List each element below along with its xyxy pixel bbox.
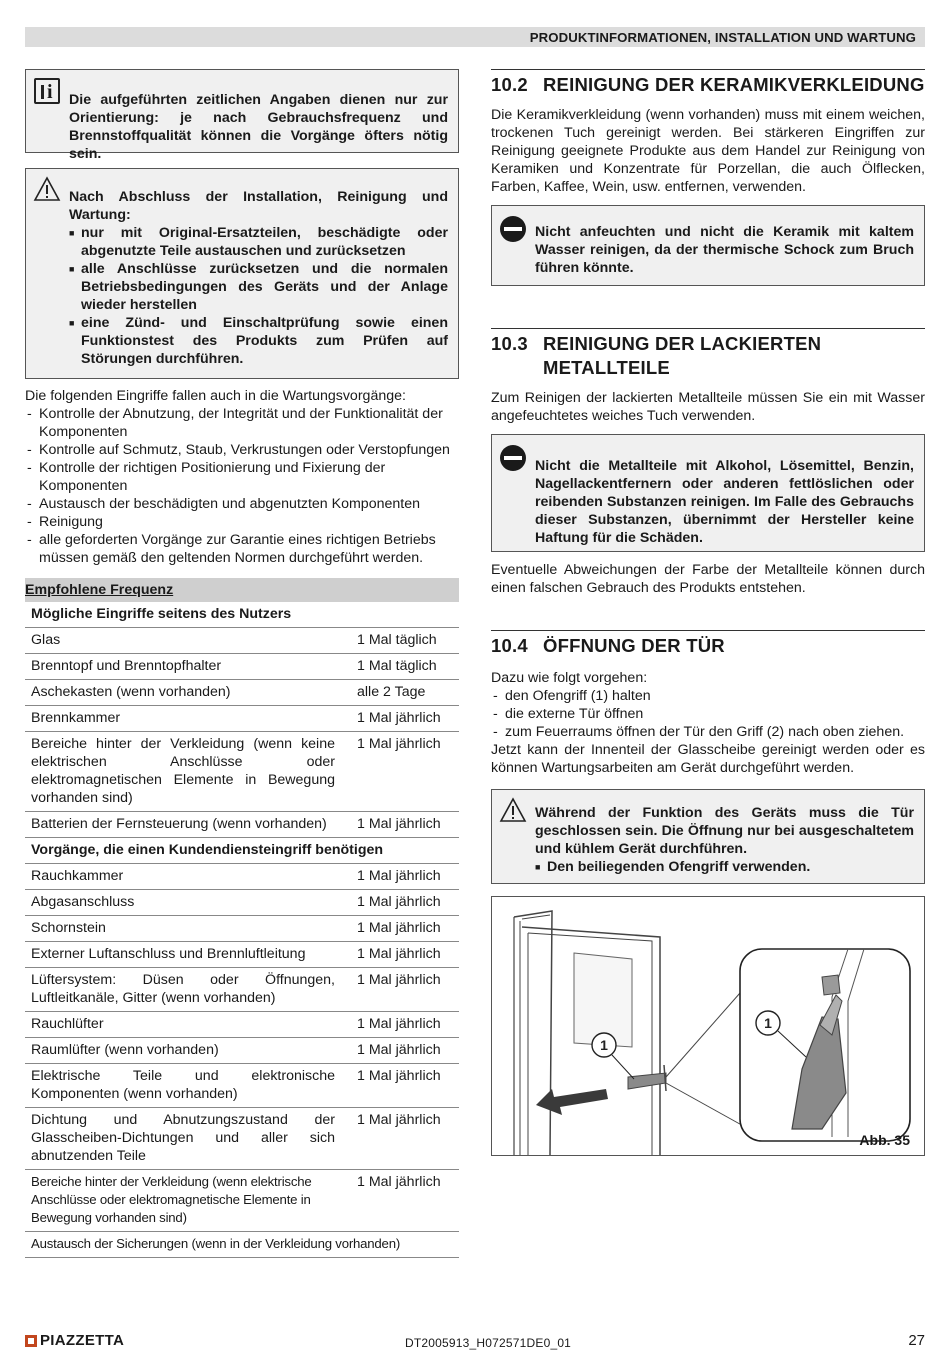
section-title-line: METALLTEILE (543, 357, 670, 378)
table-caption: Empfohlene Frequenz (25, 578, 459, 602)
section-divider (491, 328, 925, 329)
section-number: 10.3 (491, 333, 528, 354)
page-number: 27 (908, 1332, 925, 1349)
steps-list (491, 687, 925, 741)
table-cell-frequency: 1 Mal jährlich (341, 864, 459, 890)
section-number: 10.2 (491, 74, 528, 95)
warning-item: ■ eine Zünd- und Einschaltprüfung sowie einen Funktionstest des Produkts zum Prüfen auf Störungen durchführen. (69, 314, 448, 368)
brand-logo (25, 1332, 124, 1350)
figure-caption: Abb. 35 (859, 1132, 910, 1148)
maintenance-item: - Kontrolle auf Schmutz, Staub, Verkrustungen oder Verstopfungen (25, 441, 459, 459)
prohibition-icon (500, 445, 526, 471)
table-cell-item: Rauchlüfter (25, 1012, 341, 1038)
table-cell-frequency: 1 Mal jährlich (341, 916, 459, 942)
table-cell-item: Rauchkammer (25, 864, 341, 890)
running-header: PRODUKTINFORMATIONEN, INSTALLATION UND WARTUNG (529, 30, 916, 45)
maintenance-list (25, 405, 459, 567)
info-text: Die aufgeführten zeitlichen Angaben dienen nur zur Orientierung: je nach Gebrauchsfrequenz und Brennstoffqualität können die Vorgänge öfters nötig sein. (69, 92, 448, 162)
prohibition-icon (500, 216, 526, 242)
section-divider (491, 630, 925, 631)
table-cell-frequency: 1 Mal jährlich (341, 812, 459, 838)
warning-triangle-icon (33, 176, 61, 202)
prohibition-box (491, 434, 925, 552)
table-cell-item: Abgasanschluss (25, 890, 341, 916)
frequency-table (25, 578, 459, 1258)
info-box (25, 69, 459, 162)
maintenance-item: - Reinigung (25, 513, 459, 531)
section-title: ÖFFNUNG DER TÜR (543, 635, 725, 656)
section-body: Zum Reinigen der lackierten Metallteile müssen Sie ein mit Wasser angefeuchtetes weiches Tuch verwenden. (491, 390, 925, 424)
section-body: Die Keramikverkleidung (wenn vorhanden) muss mit einem weichen, trockenen Tuch gereinigt werden. Bei stärkeren Eingriffen zur Reinigung geeignete Produkte aus dem Handel zur Reinigung von Keramiken und Konzentrate für Porzellan, die auch Ölflecken, Farben, Kaffee, Wein, usw. entfernen, verwenden. (491, 107, 925, 195)
table-cell-frequency: 1 Mal jährlich (341, 732, 459, 812)
table-row (25, 812, 459, 838)
section-body: Eventuelle Abweichungen der Farbe der Metallteile können durch einen falschen Gebrauch des Produkts entstehen. (491, 562, 925, 596)
table-section-header: Vorgänge, die einen Kundendiensteingriff benötigen (25, 838, 459, 864)
section-title: REINIGUNG DER KERAMIKVERKLEIDUNG (543, 74, 925, 95)
maintenance-item: - alle geforderten Vorgänge zur Garantie eines richtigen Betriebs müssen gemäß den geltenden Normen durchgeführt werden. (25, 531, 459, 567)
table-cell-frequency: 1 Mal jährlich (341, 1170, 459, 1232)
table-cell-item: Brenntopf und Brenntopfhalter (25, 654, 341, 680)
table-row (25, 732, 459, 812)
section-title (543, 332, 821, 380)
warning-intro: Nach Abschluss der Installation, Reinigung und Wartung: (69, 189, 448, 223)
table-cell-item: Schornstein (25, 916, 341, 942)
table-cell-item: Elektrische Teile und elektronische Komponenten (wenn vorhanden) (25, 1064, 341, 1108)
table-row (25, 890, 459, 916)
table-cell-item: Raumlüfter (wenn vorhanden) (25, 1038, 341, 1064)
left-column (25, 69, 459, 1258)
table-cell-item: Dichtung und Abnutzungszustand der Glasscheiben-Dichtungen und aller sich abnutzenden Teile (25, 1108, 341, 1170)
info-icon: i (34, 78, 60, 104)
warning-box (491, 789, 925, 884)
prohibition-box (491, 205, 925, 286)
table-row (25, 1012, 459, 1038)
table-row (25, 1038, 459, 1064)
logo-text: PIAZZETTA (40, 1332, 125, 1349)
warning-item: ■ nur mit Original-Ersatzteilen, beschädigte oder abgenutzte Teile austauschen und zurücksetzen (69, 224, 448, 260)
section-body: Dazu wie folgt vorgehen: (491, 670, 648, 686)
table-cell-frequency: 1 Mal jährlich (341, 890, 459, 916)
section-heading-10-4 (491, 634, 925, 658)
table-cell-frequency: 1 Mal jährlich (341, 1012, 459, 1038)
section-number: 10.4 (491, 635, 528, 656)
warning-item: ■ alle Anschlüsse zurücksetzen und die normalen Betriebsbedingungen des Geräts und der Anlage wieder herstellen (69, 260, 448, 314)
table-section-header: Mögliche Eingriffe seitens des Nutzers (25, 602, 459, 628)
maintenance-item: - Austausch der beschädigten und abgenutzten Komponenten (25, 495, 459, 513)
section-heading-10-2 (491, 73, 925, 97)
prohibition-text: Nicht anfeuchten und nicht die Keramik mit kaltem Wasser reinigen, da der thermische Schock zum Bruch führen könnte. (535, 224, 914, 276)
step-item: - zum Feuerraums öffnen der Tür den Griff (2) nach oben ziehen. (491, 723, 925, 741)
table-row (25, 680, 459, 706)
table-row (25, 968, 459, 1012)
section-heading-10-3 (491, 332, 925, 380)
table-cell-item: Brennkammer (25, 706, 341, 732)
table-row (25, 1232, 459, 1258)
table-cell-item: Austausch der Sicherungen (wenn in der Verkleidung vorhanden) (25, 1232, 459, 1258)
figure-door-opening (491, 896, 925, 1156)
table-row (25, 1064, 459, 1108)
figure-label-1-zoom: 1 (764, 1015, 772, 1031)
table-row (25, 864, 459, 890)
maintenance-item: - Kontrolle der richtigen Positionierung und Fixierung der Komponenten (25, 459, 459, 495)
table-row (25, 706, 459, 732)
table-cell-item: Aschekasten (wenn vorhanden) (25, 680, 341, 706)
table-cell-frequency: 1 Mal jährlich (341, 968, 459, 1012)
prohibition-text: Nicht die Metallteile mit Alkohol, Lösemittel, Benzin, Nagellackentfernern oder anderen fettlöslichen oder reibenden Substanzen reinigen. Im Falle des Gebrauchs dieser Substanzen, übernimmt der Hersteller keine Haftung für die Schäden. (535, 458, 914, 546)
step-item: - den Ofengriff (1) halten (491, 687, 925, 705)
warning-text: Während der Funktion des Geräts muss die Tür geschlossen sein. Die Öffnung nur bei ausgeschaltetem und kühlem Gerät durchführen. (535, 805, 914, 857)
table-row (25, 942, 459, 968)
table-cell-frequency: 1 Mal jährlich (341, 1108, 459, 1170)
table-cell-frequency: alle 2 Tage (341, 680, 459, 706)
warning-item: ■ Den beiliegenden Ofengriff verwenden. (535, 858, 914, 876)
table-cell-frequency: 1 Mal täglich (341, 628, 459, 654)
section-body: Jetzt kann der Innenteil der Glasscheibe gereinigt werden oder es können Wartungsarbeiten am Gerät durchgeführt werden. (491, 742, 925, 776)
table-cell-item: Batterien der Fernsteuerung (wenn vorhanden) (25, 812, 341, 838)
logo-mark-icon (25, 1335, 37, 1347)
warning-box (25, 168, 459, 379)
step-item: - die externe Tür öffnen (491, 705, 925, 723)
table-cell-item: Externer Luftanschluss und Brennluftleitung (25, 942, 341, 968)
right-column (491, 69, 925, 884)
maintenance-intro: Die folgenden Eingriffe fallen auch in die Wartungsvorgänge: (25, 388, 406, 404)
section-divider (491, 69, 925, 70)
door-illustration (492, 897, 924, 1155)
figure-label-1: 1 (600, 1037, 608, 1053)
maintenance-item: - Kontrolle der Abnutzung, der Integrität und der Funktionalität der Komponenten (25, 405, 459, 441)
table-cell-item: Bereiche hinter der Verkleidung (wenn keine elektrischen Anschlüsse oder elektromagnetischen Elemente in Bewegung vorhanden sind) (25, 732, 341, 812)
table-row (25, 654, 459, 680)
warning-list (36, 224, 448, 368)
section-title-line: REINIGUNG DER LACKIERTEN (543, 333, 822, 354)
table-cell-frequency: 1 Mal täglich (341, 654, 459, 680)
table-row (25, 628, 459, 654)
table-row (25, 1170, 459, 1232)
table-cell-item: Lüftersystem: Düsen oder Öffnungen, Luftleitkanäle, Gitter (wenn vorhanden) (25, 968, 341, 1012)
warning-list (502, 858, 914, 876)
warning-triangle-icon (499, 797, 527, 823)
table-cell-frequency: 1 Mal jährlich (341, 1064, 459, 1108)
table-cell-item: Glas (25, 628, 341, 654)
table-cell-item: Bereiche hinter der Verkleidung (wenn elektrische Anschlüsse oder elektromagnetische Elemente in Bewegung vorhanden sind) (25, 1170, 341, 1232)
table-row (25, 1108, 459, 1170)
table-cell-frequency: 1 Mal jährlich (341, 1038, 459, 1064)
table-row (25, 916, 459, 942)
table-cell-frequency: 1 Mal jährlich (341, 706, 459, 732)
document-code: DT2005913_H072571DE0_01 (405, 1336, 572, 1350)
table-cell-frequency: 1 Mal jährlich (341, 942, 459, 968)
